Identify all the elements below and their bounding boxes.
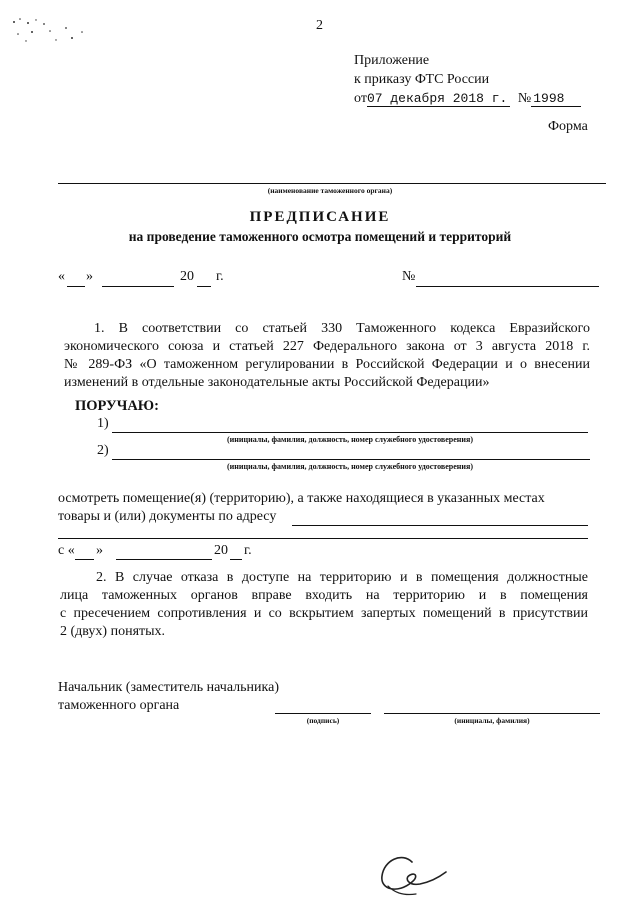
signatory-name-caption: (инициалы, фамилия) (454, 716, 530, 725)
form-label: Форма (548, 119, 588, 134)
from-year-field[interactable] (230, 559, 242, 560)
from-date-close-quote: » (96, 543, 103, 558)
year-suffix: г. (216, 269, 224, 284)
open-quote: « (58, 269, 65, 284)
signatory-name-field[interactable] (384, 713, 600, 714)
officer-2-number: 2) (97, 443, 109, 458)
signature-field[interactable] (275, 713, 371, 714)
officer-1-number: 1) (97, 416, 109, 431)
inspect-address-label: товары и (или) документы по адресу (58, 509, 277, 524)
from-year-suffix: г. (244, 543, 252, 558)
paragraph2-line: 2. В случае отказа в доступе на территорию и в помещения должностные (96, 570, 588, 585)
paragraph1-line: 1. В соответствии со статьей 330 Таможенного кодекса Евразийского (94, 321, 590, 336)
paragraph1-line: изменений в отдельные законодательные акты Российской Федерации» (64, 375, 490, 390)
paragraph2-line: 2 (двух) понятых. (60, 624, 166, 639)
address-field-continued[interactable] (58, 538, 588, 539)
appendix-order: к приказу ФТС России (354, 72, 490, 87)
from-month-field[interactable] (116, 559, 212, 560)
customs-authority-caption: (наименование таможенного органа) (267, 186, 393, 195)
officer-2-caption: (инициалы, фамилия, должность, номер служебного удостоверения) (226, 462, 473, 471)
handwritten-signature (372, 842, 452, 902)
paragraph-access-refusal (60, 569, 588, 641)
document-title: ПРЕДПИСАНИЕ (249, 209, 391, 225)
inspect-text: осмотреть помещение(я) (территорию), а также находящиеся в указанных местах (58, 491, 545, 506)
order-date: 07 декабря 2018 г. (367, 91, 510, 107)
close-quote: » (86, 269, 93, 284)
from-date-prefix: с « (58, 543, 75, 558)
from-year-prefix: 20 (214, 543, 228, 558)
day-field[interactable] (67, 286, 85, 287)
year-prefix: 20 (180, 269, 194, 284)
paragraph1-line: экономического союза и статьей 227 Федерального закона от 3 августа 2018 г. (64, 339, 590, 354)
officer-2-field[interactable] (112, 459, 590, 460)
page-number: 2 (316, 18, 323, 33)
number-prefix: № (517, 91, 532, 106)
officer-1-caption: (инициалы, фамилия, должность, номер служебного удостоверения) (226, 435, 473, 444)
date-prefix: от (354, 91, 367, 106)
paragraph-legal-basis (64, 320, 590, 392)
signature-caption: (подпись) (306, 716, 340, 725)
document-subtitle: на проведение таможенного осмотра помещений и территорий (128, 229, 512, 244)
paragraph2-line: с пресечением сопротивления и со вскрытием запертых помещений в присутствии (60, 606, 588, 621)
customs-authority-line (58, 183, 606, 184)
signatory-authority: таможенного органа (58, 698, 180, 713)
signatory-title: Начальник (заместитель начальника) (58, 680, 279, 695)
from-day-field[interactable] (75, 559, 94, 560)
paragraph2-line: лица таможенных органов вправе входить на территорию и в помещения (60, 588, 588, 603)
year-field[interactable] (197, 286, 211, 287)
order-number: 1998 (531, 91, 581, 107)
month-field[interactable] (102, 286, 174, 287)
instruct-label: ПОРУЧАЮ: (75, 398, 159, 414)
scan-marks (6, 14, 96, 54)
officer-1-field[interactable] (112, 432, 588, 433)
address-field[interactable] (292, 525, 588, 526)
appendix-date-row (354, 91, 581, 107)
appendix-title: Приложение (354, 53, 430, 68)
number-sign: № (402, 269, 416, 284)
number-field[interactable] (416, 286, 599, 287)
paragraph1-line: № 289-ФЗ «О таможенном регулировании в Российской Федерации и о внесении (64, 357, 590, 372)
